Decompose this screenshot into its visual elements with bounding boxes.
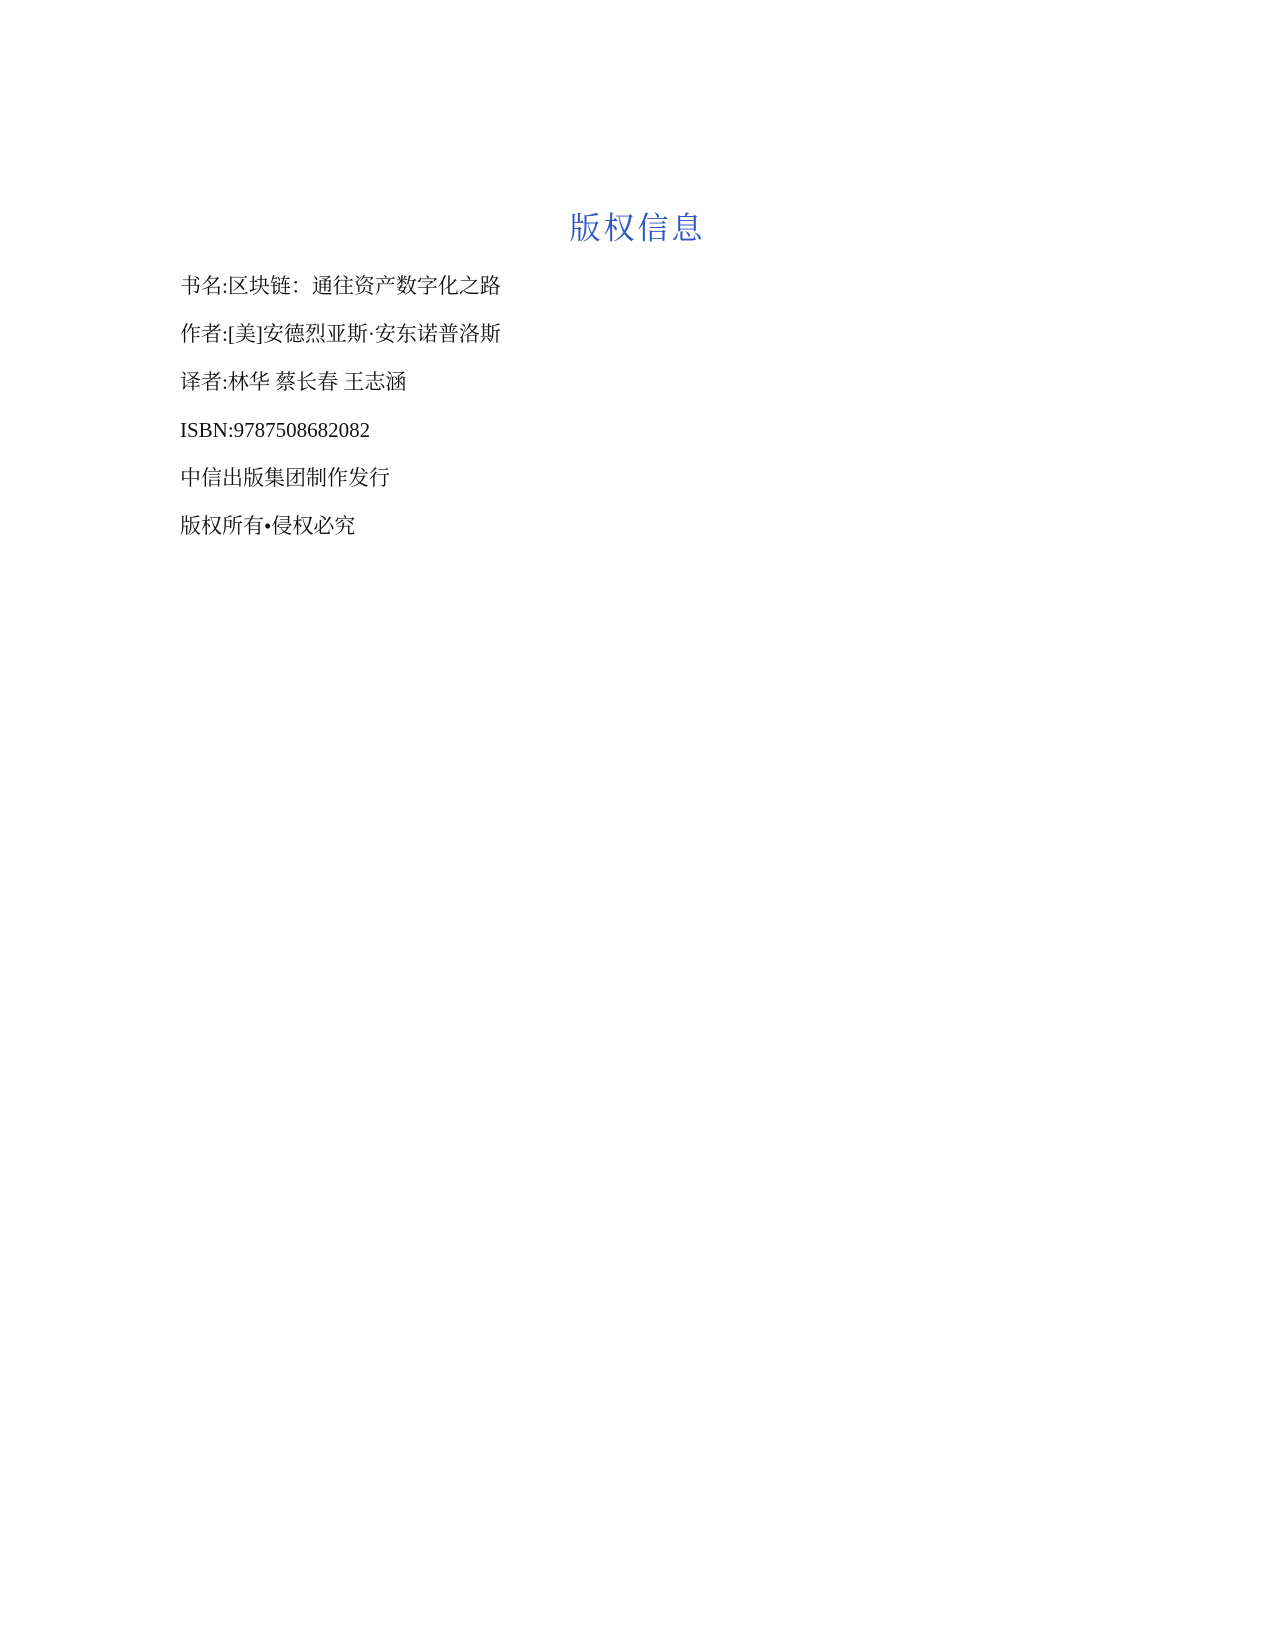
copyright-line-isbn: ISBN:9787508682082 (180, 418, 371, 442)
page-title: 版权信息 (569, 210, 706, 247)
copyright-line-publisher: 中信出版集团制作发行 (180, 466, 390, 490)
copyright-line-translator: 译者:林华 蔡长春 王志涵 (180, 370, 407, 394)
copyright-info-block (180, 262, 1080, 550)
copyright-line-author: 作者:[美]安德烈亚斯·安东诺普洛斯 (180, 322, 501, 346)
copyright-line-rights: 版权所有•侵权必究 (180, 514, 356, 538)
copyright-line-book-title: 书名:区块链：通往资产数字化之路 (180, 274, 501, 298)
